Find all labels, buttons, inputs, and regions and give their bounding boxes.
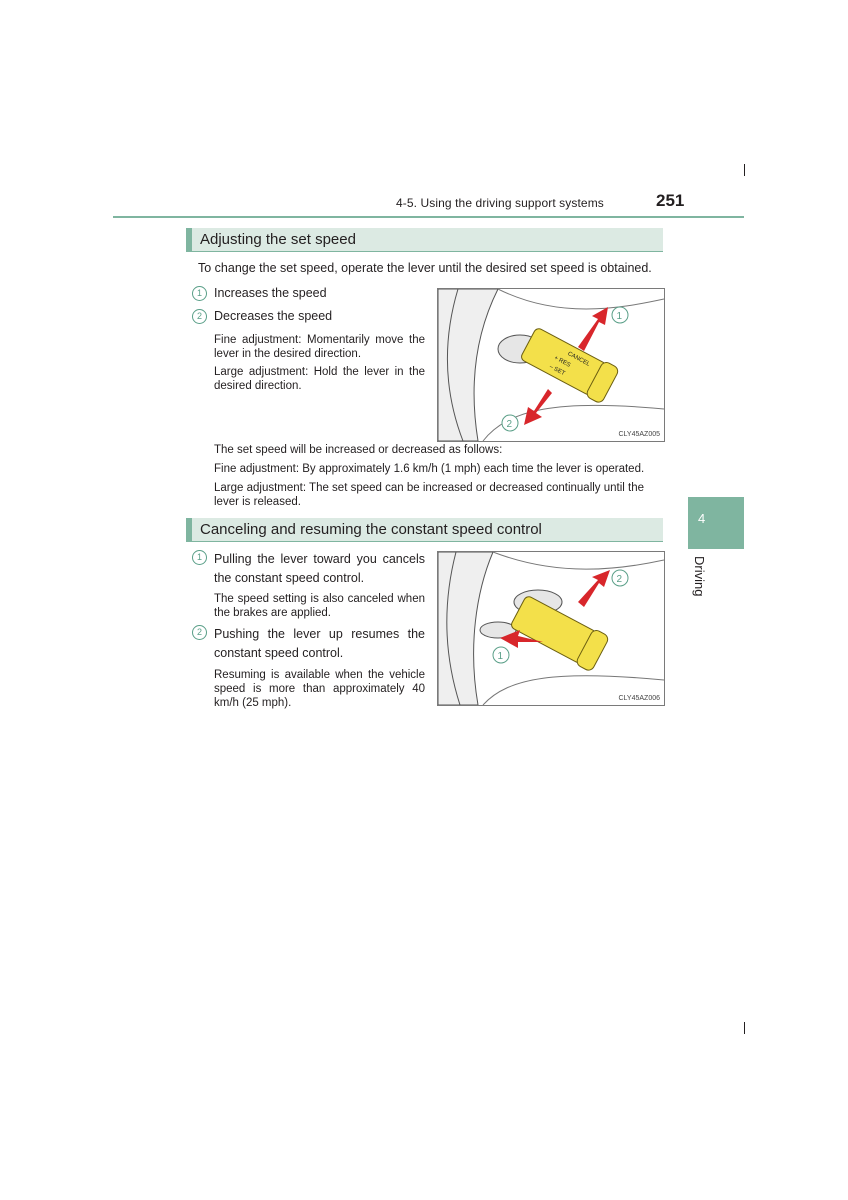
lever-cancel-text: CANCEL [566,351,591,368]
running-header: 4-5. Using the driving support systems [396,196,604,210]
header-rule [113,216,744,218]
lever-adjust-illustration [438,289,664,441]
figure-code: CLY45AZ006 [618,695,660,702]
figure-lever-adjust [437,288,665,442]
figure-label-1: 1 [616,311,623,322]
speed-note: The set speed will be increased or decreased as follows: [214,444,503,456]
chapter-tab [688,497,744,549]
resume-note: Resuming is available when the vehicle speed is more than approximately 40 km/h (25 mph). [214,669,425,709]
section-intro: To change the set speed, operate the lever until the desired set speed is obtained. [198,261,652,275]
figure-label-1: 1 [497,651,504,662]
fine-adjustment-note: Fine adjustment: Momentarily move the lever in the desired direction. [214,334,425,360]
figure-lever-cancel [437,551,665,706]
lever-res-text: + RES [552,355,572,369]
section-heading-canceling [186,518,663,542]
crop-mark-bottom [744,1022,745,1034]
cancel-note: The speed setting is also canceled when the brakes are applied. [214,593,425,619]
list-item-cancel: Pulling the lever toward you cancels the constant speed control. [214,552,425,585]
item-number-badge: 2 [192,309,207,324]
section-heading-adjusting [186,228,663,252]
crop-mark-top [744,164,745,176]
item-number-badge: 2 [192,625,207,640]
figure-label-2: 2 [506,419,513,430]
item-number-badge: 1 [192,550,207,565]
speed-note-fine: Fine adjustment: By approximately 1.6 km/h (1 mph) each time the lever is operated. [214,463,645,475]
speed-note-large: Large adjustment: The set speed can be increased or decreased continually until the lever is released. [214,482,645,508]
lever-cancel-illustration [438,552,664,705]
section-title: Adjusting the set speed [200,231,356,248]
list-item-resume: Pushing the lever up resumes the constant speed control. [214,627,425,660]
chapter-number: 4 [698,511,706,526]
list-item-increase: Increases the speed [214,286,327,300]
page-number: 251 [656,191,685,210]
list-item-decrease: Decreases the speed [214,309,333,323]
section-title: Canceling and resuming the constant speed control [200,521,542,538]
chapter-label: Driving [692,556,707,597]
lever-set-text: – SET [548,364,566,378]
item-number-badge: 1 [192,286,207,301]
figure-label-2: 2 [616,574,623,585]
figure-code: CLY45AZ005 [618,431,660,438]
large-adjustment-note: Large adjustment: Hold the lever in the desired direction. [214,366,425,392]
